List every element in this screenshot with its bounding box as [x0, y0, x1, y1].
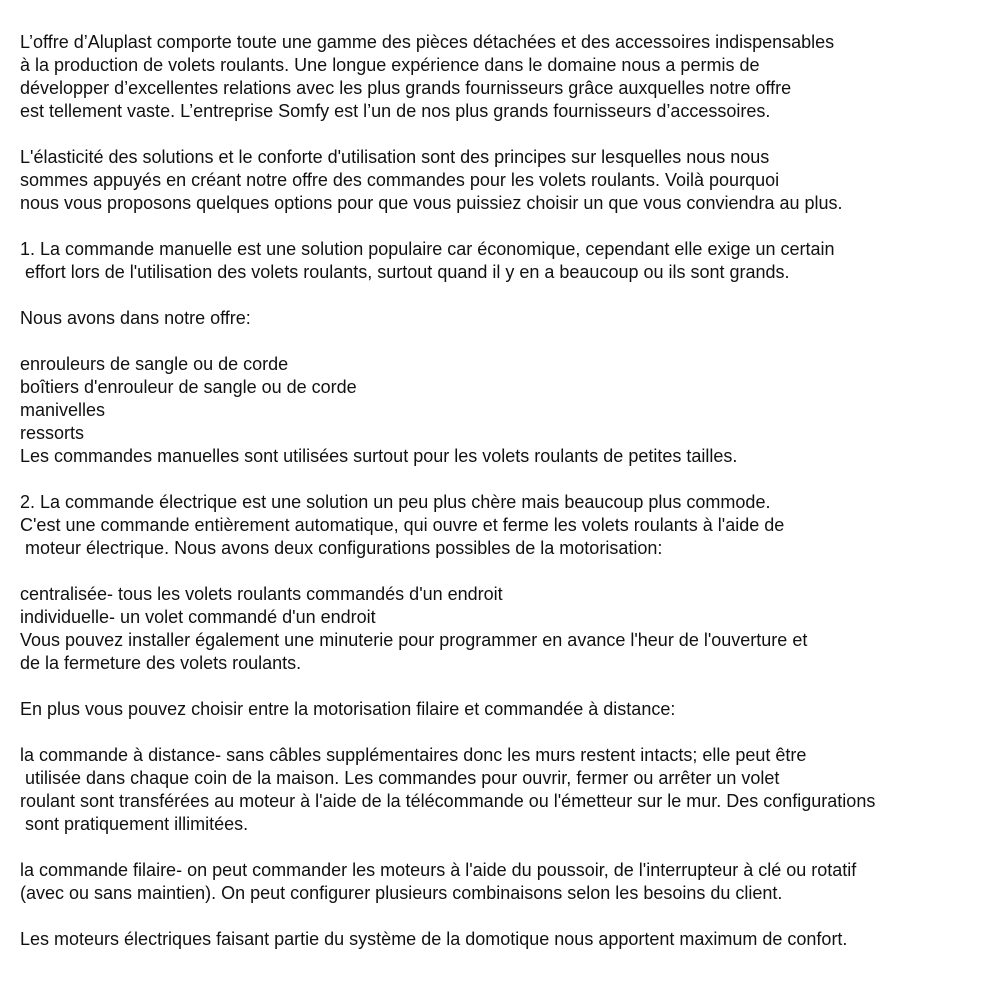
text-line: développer d’excellentes relations avec les plus grands fournisseurs grâce auxquelles notre offre [20, 78, 792, 98]
motorisation-configurations-list [20, 583, 1000, 675]
list-item: boîtiers d'enrouleur de sangle ou de corde [20, 377, 357, 397]
list-item: individuelle- un volet commandé d'un endroit [20, 607, 376, 627]
list-item: centralisée- tous les volets roulants commandés d'un endroit [20, 584, 503, 604]
list-item: manivelles [20, 400, 106, 420]
text-line: effort lors de l'utilisation des volets roulants, surtout quand il y en a beaucoup ou ils sont grands. [20, 262, 790, 282]
paragraph-intro [20, 31, 1000, 123]
paragraph-manual-control [20, 238, 1000, 284]
paragraph-spacer [20, 215, 1000, 238]
paragraph-wired-or-remote [20, 698, 1000, 721]
text-line: Les commandes manuelles sont utilisées surtout pour les volets roulants de petites tailles. [20, 446, 738, 466]
paragraph-spacer [20, 560, 1000, 583]
text-line: de la fermeture des volets roulants. [20, 653, 302, 673]
text-line: est tellement vaste. L’entreprise Somfy est l’un de nos plus grands fournisseurs d’accessoires. [20, 101, 771, 121]
manual-items-list [20, 353, 1000, 468]
paragraph-spacer [20, 721, 1000, 744]
text-line: Les moteurs électriques faisant partie du système de la domotique nous apportent maximum de confort. [20, 929, 848, 949]
text-line: (avec ou sans maintien). On peut configurer plusieurs combinaisons selon les besoins du client. [20, 883, 783, 903]
paragraph-spacer [20, 905, 1000, 928]
text-line: utilisée dans chaque coin de la maison. Les commandes pour ouvrir, fermer ou arrêter un volet [20, 768, 780, 788]
paragraph-electric-control [20, 491, 1000, 560]
paragraph-spacer [20, 675, 1000, 698]
paragraph-spacer [20, 284, 1000, 307]
paragraph-spacer [20, 123, 1000, 146]
text-line: L’offre d’Aluplast comporte toute une gamme des pièces détachées et des accessoires indispensables [20, 32, 835, 52]
text-line: roulant sont transférées au moteur à l'aide de la télécommande ou l'émetteur sur le mur. Des configurations [20, 791, 876, 811]
text-line: 2. La commande électrique est une solution un peu plus chère mais beaucoup plus commode. [20, 492, 771, 512]
text-line: En plus vous pouvez choisir entre la motorisation filaire et commandée à distance: [20, 699, 676, 719]
paragraph-elasticity [20, 146, 1000, 215]
text-line: L'élasticité des solutions et le conforte d'utilisation sont des principes sur lesquelles nous nous [20, 147, 770, 167]
paragraph-spacer [20, 468, 1000, 491]
text-line: 1. La commande manuelle est une solution populaire car économique, cependant elle exige un certain [20, 239, 835, 259]
paragraph-wired-control [20, 859, 1000, 905]
paragraph-home-automation [20, 928, 1000, 951]
paragraph-spacer [20, 330, 1000, 353]
text-line: Nous avons dans notre offre: [20, 308, 251, 328]
text-line: la commande filaire- on peut commander les moteurs à l'aide du poussoir, de l'interrupteur à clé ou rotatif [20, 860, 857, 880]
text-line: C'est une commande entièrement automatique, qui ouvre et ferme les volets roulants à l'aide de [20, 515, 785, 535]
list-item: enrouleurs de sangle ou de corde [20, 354, 289, 374]
text-line: la commande à distance- sans câbles supplémentaires donc les murs restent intacts; elle peut être [20, 745, 807, 765]
document-body [20, 31, 1000, 951]
text-line: sommes appuyés en créant notre offre des commandes pour les volets roulants. Voilà pourquoi [20, 170, 780, 190]
text-line: Vous pouvez installer également une minuterie pour programmer en avance l'heur de l'ouverture et [20, 630, 808, 650]
list-item: ressorts [20, 423, 85, 443]
text-line: moteur électrique. Nous avons deux configurations possibles de la motorisation: [20, 538, 663, 558]
text-line: nous vous proposons quelques options pour que vous puissiez choisir un que vous conviendra au plus. [20, 193, 843, 213]
paragraph-remote-control [20, 744, 1000, 836]
paragraph-spacer [20, 836, 1000, 859]
text-line: sont pratiquement illimitées. [20, 814, 249, 834]
paragraph-offer-intro [20, 307, 1000, 330]
text-line: à la production de volets roulants. Une longue expérience dans le domaine nous a permis de [20, 55, 760, 75]
